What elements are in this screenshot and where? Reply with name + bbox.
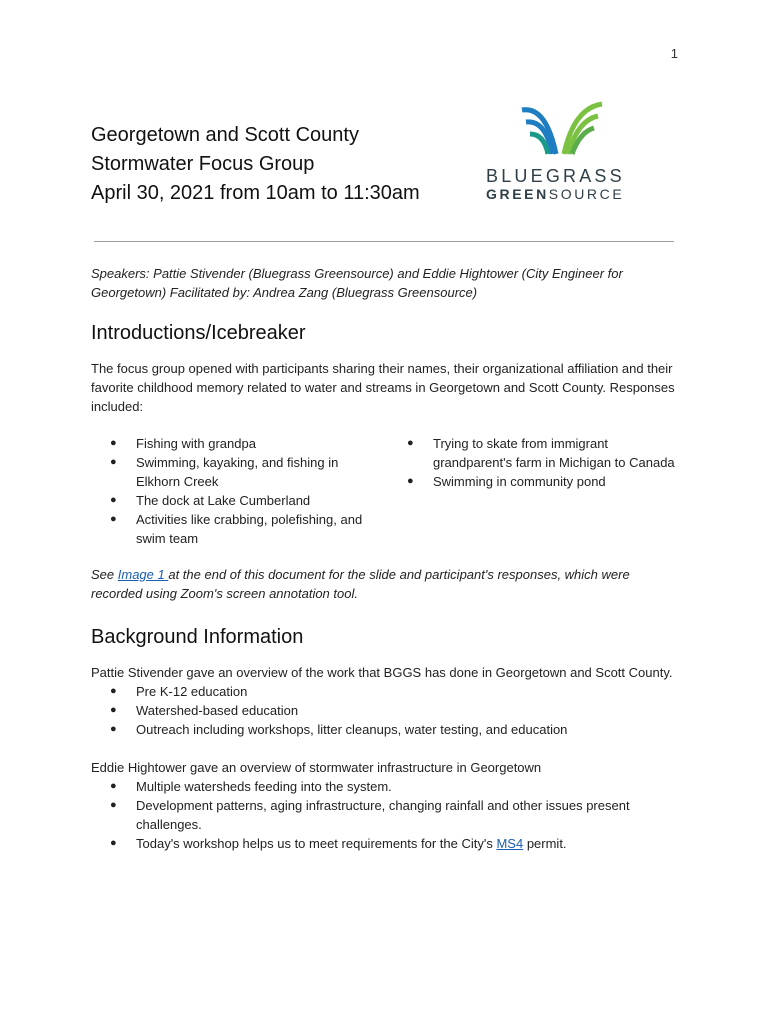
responses-list-right bbox=[407, 434, 676, 491]
logo-word-source: SOURCE bbox=[548, 186, 625, 202]
document-body bbox=[91, 264, 676, 853]
responses-right-column bbox=[407, 434, 676, 548]
list-item: ● Outreach including workshops, litter cleanups, water testing, and education bbox=[136, 720, 676, 739]
page-number: 1 bbox=[670, 46, 678, 61]
ms4-item-suffix: permit. bbox=[523, 836, 567, 851]
list-item: ● Development patterns, aging infrastructure, changing rainfall and other issues present challenges. bbox=[136, 796, 676, 834]
title-line-1: Georgetown and Scott County bbox=[91, 124, 359, 146]
list-item: ● Activities like crabbing, polefishing, and swim team bbox=[136, 510, 372, 548]
title-line-3: April 30, 2021 from 10am to 11:30am bbox=[91, 182, 420, 204]
logo-word-green: GREEN bbox=[486, 186, 549, 202]
background-heading: Background Information bbox=[91, 626, 304, 648]
list-item: ● Pre K-12 education bbox=[136, 682, 676, 701]
responses-columns bbox=[91, 434, 676, 548]
ms4-item-prefix: Today's workshop helps us to meet requirements for the City's bbox=[136, 836, 497, 851]
list-item: ● Trying to skate from immigrant grandparent's farm in Michigan to Canada bbox=[433, 434, 676, 472]
grass-wave-icon bbox=[520, 100, 604, 158]
responses-left-column bbox=[91, 434, 372, 548]
horizontal-divider bbox=[94, 241, 674, 242]
intro-paragraph: The focus group opened with participants sharing their names, their organizational affiliation and their favorite childhood memory related to water and streams in Georgetown and Scott County. Responses included: bbox=[91, 361, 675, 414]
title-line-2: Stormwater Focus Group bbox=[91, 153, 315, 175]
logo-word-bluegrass: BLUEGRASS bbox=[486, 166, 625, 186]
ms4-link[interactable]: MS4 bbox=[496, 836, 524, 851]
see-suffix: at the end of this document for the slide and participant's responses, which were recorded using Zoom's screen annotation tool. bbox=[91, 567, 630, 601]
image-reference-paragraph bbox=[91, 565, 676, 603]
list-item: ● Swimming, kayaking, and fishing in Elkhorn Creek bbox=[136, 453, 372, 491]
responses-list-left bbox=[91, 434, 372, 548]
list-item: ● The dock at Lake Cumberland bbox=[136, 491, 372, 510]
logo-word-greensource bbox=[486, 186, 636, 202]
background-paragraph-1: Pattie Stivender gave an overview of the work that BGGS has done in Georgetown and Scott County. bbox=[91, 665, 673, 680]
speakers-paragraph: Speakers: Pattie Stivender (Bluegrass Greensource) and Eddie Hightower (City Engineer for Georgetown) Facilitated by: Andrea Zang (Bluegrass Greensource) bbox=[91, 266, 623, 300]
list-item: ● Watershed-based education bbox=[136, 701, 676, 720]
document-title bbox=[91, 121, 420, 208]
image-1-link[interactable]: Image 1 bbox=[117, 567, 169, 582]
list-item: ● Swimming in community pond bbox=[433, 472, 676, 491]
list-item: ● Multiple watersheds feeding into the system. bbox=[136, 777, 676, 796]
infrastructure-list bbox=[91, 777, 676, 853]
background-paragraph-2: Eddie Hightower gave an overview of stormwater infrastructure in Georgetown bbox=[91, 760, 542, 775]
bggs-work-list bbox=[91, 682, 676, 739]
list-item: ● Fishing with grandpa bbox=[136, 434, 372, 453]
see-prefix: See bbox=[91, 567, 118, 582]
list-item bbox=[136, 834, 676, 853]
intro-heading: Introductions/Icebreaker bbox=[91, 322, 306, 344]
bluegrass-greensource-logo bbox=[486, 100, 636, 202]
